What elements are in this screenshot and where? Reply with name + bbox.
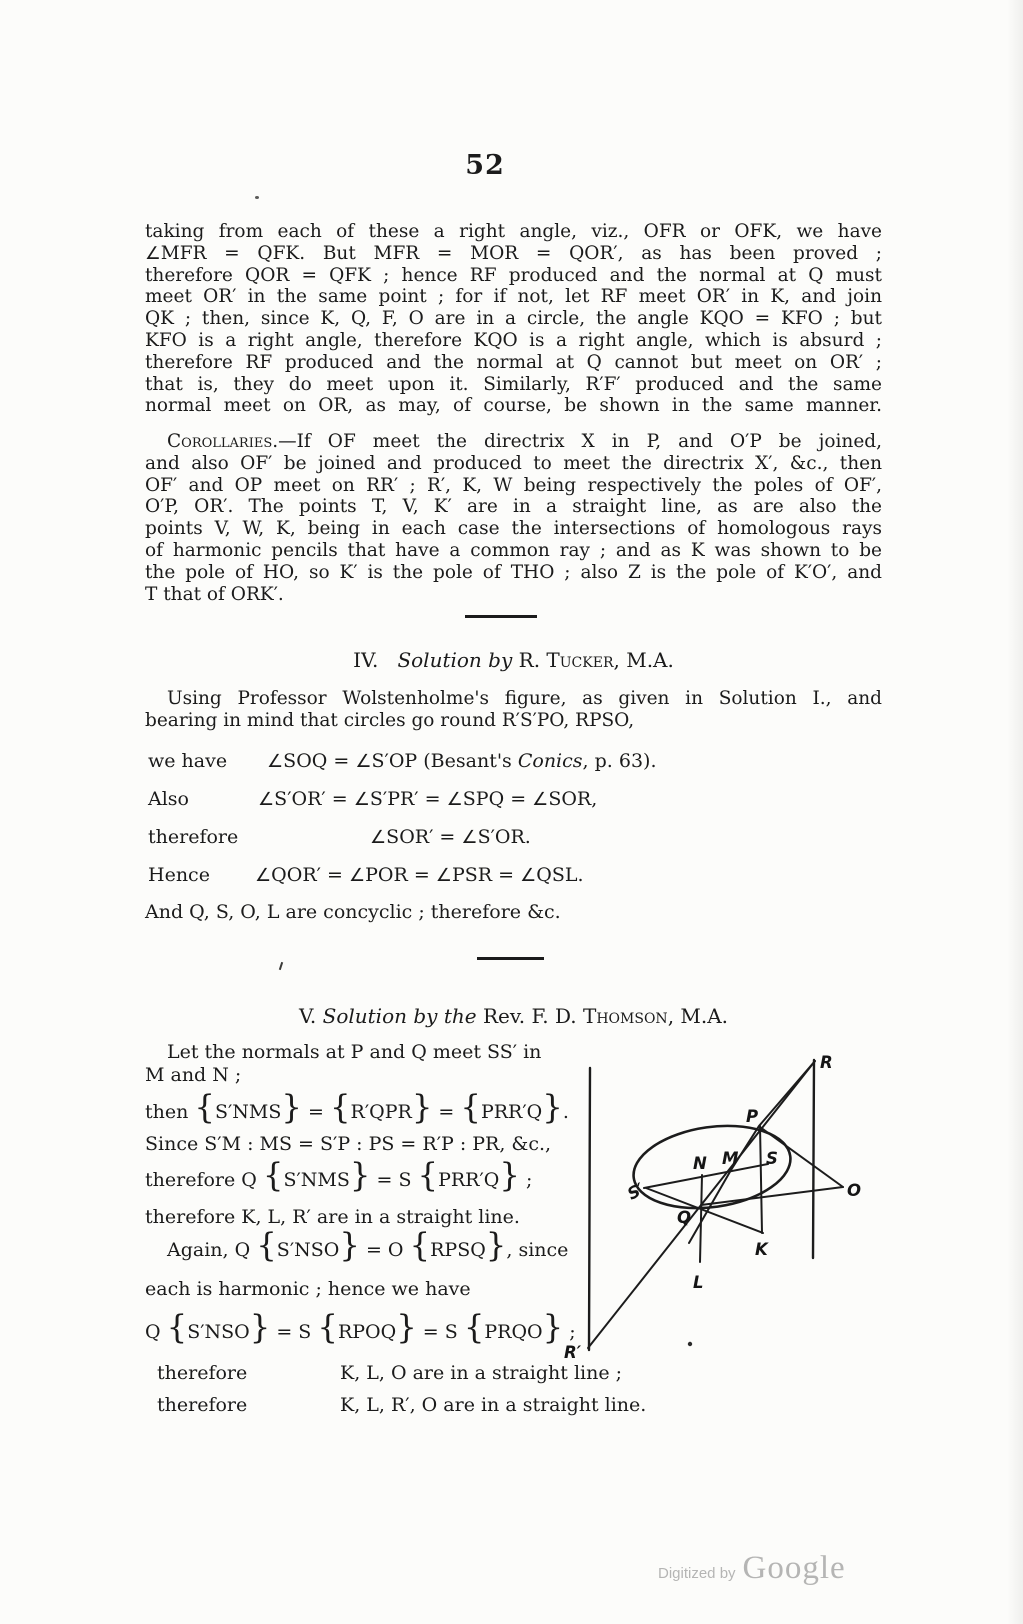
scan-speck bbox=[279, 962, 283, 970]
equation: ∠S′OR′ = ∠S′PR′ = ∠SPQ = ∠SOR, bbox=[258, 788, 598, 810]
page-edge-shadow bbox=[1007, 0, 1023, 1624]
math-line: therefore Q {S′NMS} = S {PRR′Q} ; bbox=[145, 1156, 533, 1194]
point-label-P: P bbox=[746, 1107, 759, 1126]
paragraph-continuation bbox=[145, 221, 882, 417]
text-line bbox=[145, 431, 882, 453]
text-line: bearing in mind that circles go round R′S′PO, RPSO, bbox=[145, 709, 635, 731]
normal-N-Q-L bbox=[700, 1175, 702, 1262]
section-number: IV. bbox=[353, 648, 379, 672]
text-line: the pole of HO, so K′ is the pole of THO ; also Z is the pole of K′O′, and bbox=[145, 561, 882, 583]
math-line: Since S′M : MS = S′P : PS = R′P : PR, &c., bbox=[145, 1133, 552, 1155]
author-suffix: , M.A. bbox=[613, 648, 674, 672]
text-line: of harmonic pencils that have a common ray ; and as K was shown to be bbox=[145, 539, 882, 561]
math-line: Again, Q {S′NSO} = O {RPSQ}, since bbox=[167, 1226, 569, 1264]
point-label-S: S bbox=[766, 1149, 778, 1168]
math-line: Q {S′NSO} = S {RPOQ} = S {PRQO} ; bbox=[145, 1308, 576, 1346]
text-line: M and N ; bbox=[145, 1064, 242, 1086]
conclusion-row bbox=[157, 1394, 647, 1416]
author-name: Tucker bbox=[546, 648, 614, 672]
point-label-Q: Q bbox=[677, 1208, 692, 1227]
equation-label: Also bbox=[148, 788, 189, 810]
google-logo: Google bbox=[742, 1550, 846, 1586]
equation-row bbox=[145, 864, 882, 890]
text-line: and also OF′ be joined and produced to meet the directrix X′, &c., then bbox=[145, 452, 882, 474]
section-divider bbox=[477, 957, 544, 960]
text-line: OF′ and OP meet on RR′ ; R′, K, W being respectively the poles of OF′, bbox=[145, 474, 882, 496]
section-number: V. bbox=[298, 1004, 317, 1028]
equation-label: we have bbox=[148, 750, 228, 772]
scan-speck bbox=[255, 196, 259, 199]
conclusion-text: K, L, O are in a straight line ; bbox=[340, 1362, 623, 1384]
text-line: O′P, OR′. The points T, V, K′ are in a straight line, as are also the bbox=[145, 496, 882, 518]
section-v-heading bbox=[145, 1004, 882, 1028]
text-line: therefore QOR = QFK ; hence RF produced and the normal at Q must bbox=[145, 264, 882, 286]
text-line: KFO is a right angle, therefore KQO is a right angle, which is absurd ; bbox=[145, 329, 882, 351]
corollaries-body bbox=[145, 453, 882, 584]
conclusion-label: therefore bbox=[157, 1394, 248, 1416]
text-line: QK ; then, since K, Q, F, O are in a circle, the angle KQO = KFO ; but bbox=[145, 308, 882, 330]
equation-row bbox=[145, 788, 882, 814]
point-label-O: O bbox=[847, 1181, 862, 1200]
point-label-N: N bbox=[693, 1154, 707, 1173]
conclusion-label: therefore bbox=[157, 1362, 248, 1384]
vertical-line-R bbox=[813, 1060, 814, 1258]
corollaries-lead: Corollaries bbox=[167, 431, 273, 452]
text-line: Let the normals at P and Q meet SS′ in bbox=[167, 1041, 542, 1063]
text-line: meet OR′ in the same point ; for if not, let RF meet OR′ in K, and join bbox=[145, 286, 882, 308]
conic-geometry-figure bbox=[545, 1040, 1023, 1372]
point-label-K: K bbox=[755, 1240, 768, 1259]
equation: ∠SOR′ = ∠S′OR. bbox=[370, 826, 531, 848]
page-number: 52 bbox=[465, 150, 505, 181]
digitized-by-text: Digitized by bbox=[658, 1565, 736, 1582]
corollaries-lead-rest: .—If OF meet the directrix X in P, and O′P be joined, bbox=[272, 431, 882, 452]
corollaries-paragraph bbox=[145, 431, 882, 605]
equation-row bbox=[145, 750, 882, 776]
text-line: each is harmonic ; hence we have bbox=[145, 1278, 471, 1300]
equation: ∠SOQ = ∠S′OP (Besant's Conics, p. 63). bbox=[267, 750, 657, 772]
section-divider bbox=[465, 615, 537, 618]
text-line: normal meet on OR, as may, of course, be shown in the same manner. bbox=[145, 395, 882, 417]
point-label-L: L bbox=[693, 1273, 704, 1292]
point-label-R-prime: R′ bbox=[564, 1343, 582, 1362]
line-Sprime-Q-K bbox=[646, 1188, 763, 1233]
text-line: therefore K, L, R′ are in a straight line. bbox=[145, 1206, 520, 1228]
point-label-S-prime: S′ bbox=[624, 1179, 648, 1204]
author-prefix: R. bbox=[518, 648, 541, 672]
directrix-line bbox=[589, 1068, 590, 1350]
line-Q-O bbox=[701, 1187, 843, 1205]
digitization-watermark bbox=[658, 1550, 846, 1587]
author-suffix: , M.A. bbox=[667, 1004, 729, 1028]
section-iv-closing: And Q, S, O, L are concyclic ; therefore &c. bbox=[145, 901, 561, 923]
author-prefix: Rev. F. D. bbox=[482, 1004, 577, 1028]
conclusion-text: K, L, R′, O are in a straight line. bbox=[340, 1394, 647, 1416]
equation: ∠QOR′ = ∠POR = ∠PSR = ∠QSL. bbox=[255, 864, 584, 886]
chord-P-S-K bbox=[760, 1126, 762, 1233]
equation-row bbox=[145, 826, 882, 852]
text-line: T that of ORK′. bbox=[145, 583, 284, 605]
equation-label: Hence bbox=[148, 864, 210, 886]
solution-by: Solution by the bbox=[322, 1004, 477, 1028]
text-line: points V, W, K, being in each case the intersections of homologous rays bbox=[145, 518, 882, 540]
point-label-M: M bbox=[722, 1149, 739, 1168]
section-iv-heading bbox=[145, 648, 882, 672]
text-line: ∠MFR = QFK. But MFR = MOR = QOR′, as has been proved ; bbox=[145, 242, 882, 264]
text-line: therefore RF produced and the normal at Q cannot but meet on OR′ ; bbox=[145, 351, 882, 373]
text-line: that is, they do meet upon it. Similarly, R′F′ produced and the same bbox=[145, 373, 882, 395]
ink-dot bbox=[688, 1342, 692, 1346]
author-name: Thomson bbox=[583, 1004, 668, 1028]
equation-label: therefore bbox=[148, 826, 239, 848]
text-line: taking from each of these a right angle, viz., OFR or OFK, we have bbox=[145, 221, 882, 242]
text-line: Using Professor Wolstenholme's figure, as given in Solution I., and bbox=[167, 688, 882, 709]
math-line: then {S′NMS} = {R′QPR} = {PRR′Q}. bbox=[145, 1088, 569, 1126]
solution-by: Solution by bbox=[397, 648, 513, 672]
section-iv-intro bbox=[145, 688, 882, 732]
conclusion-row bbox=[157, 1362, 623, 1384]
point-label-R: R bbox=[820, 1053, 833, 1072]
